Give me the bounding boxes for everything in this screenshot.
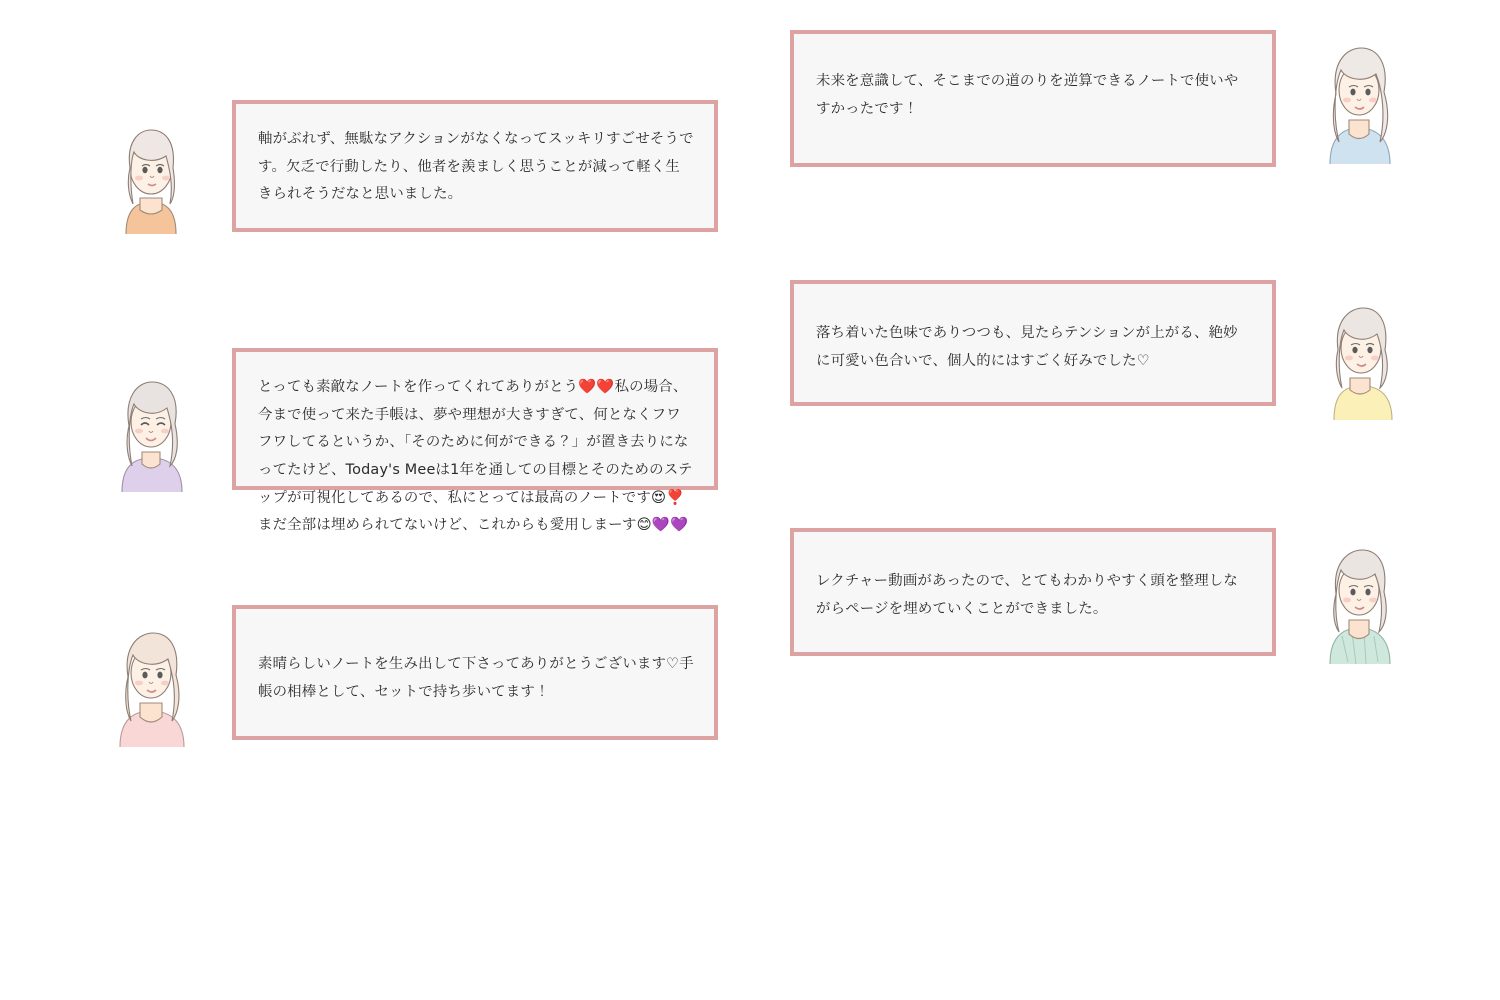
avatar-woman-green-stripe-top bbox=[1304, 530, 1414, 670]
testimonial-3 bbox=[96, 605, 718, 753]
avatar-woman-lavender-top bbox=[96, 360, 206, 500]
testimonial-text: 素晴らしいノートを生み出して下さってありがとうございます♡手帳の相棒として、セットで持ち歩いてます！ bbox=[258, 656, 694, 700]
testimonial-bubble bbox=[790, 528, 1276, 656]
testimonial-text: レクチャー動画があったので、とてもわかりやすく頭を整理しながらページを埋めていくことができました。 bbox=[816, 573, 1238, 617]
testimonial-bubble bbox=[790, 30, 1276, 167]
testimonial-5 bbox=[790, 280, 1414, 426]
testimonial-bubble bbox=[232, 348, 718, 534]
testimonial-bubble bbox=[232, 100, 718, 232]
avatar-woman-pink-top bbox=[96, 613, 206, 753]
testimonial-text: 未来を意識して、そこまでの道のりを逆算できるノートで使いやすかったです！ bbox=[816, 73, 1239, 117]
testimonial-1 bbox=[96, 100, 718, 246]
testimonial-2 bbox=[96, 348, 718, 534]
avatar-woman-blue-top bbox=[1304, 30, 1414, 170]
testimonial-text: 落ち着いた色味でありつつも、見たらテンションが上がる、絶妙に可愛い色合いで、個人的にはすごく好みでした♡ bbox=[816, 325, 1238, 369]
testimonial-text: とっても素敵なノートを作ってくれてありがとう❤️❤️私の場合、今まで使って来た手帳は、夢や理想が大きすぎて、何となくフワフワしてるというか、「そのために何ができる？」が置き去りになってたけど、Today's Meeは1年を通しての目標とそのためのステップが可視化してあるので、私にとっては最高のノートです😍❣️まだ全部は埋められてないけど、これからも愛用しまーす😊💜💜 bbox=[258, 379, 693, 534]
testimonial-6 bbox=[790, 528, 1414, 670]
testimonial-bubble bbox=[232, 605, 718, 740]
avatar-woman-orange-top bbox=[96, 106, 206, 246]
testimonial-bubble bbox=[790, 280, 1276, 406]
testimonial-4 bbox=[790, 30, 1414, 170]
avatar-woman-yellow-top bbox=[1304, 286, 1414, 426]
testimonial-text: 軸がぶれず、無駄なアクションがなくなってスッキリすごせそうです。欠乏で行動したり、他者を羨ましく思うことが減って軽く生きられそうだなと思いました。 bbox=[258, 131, 694, 203]
